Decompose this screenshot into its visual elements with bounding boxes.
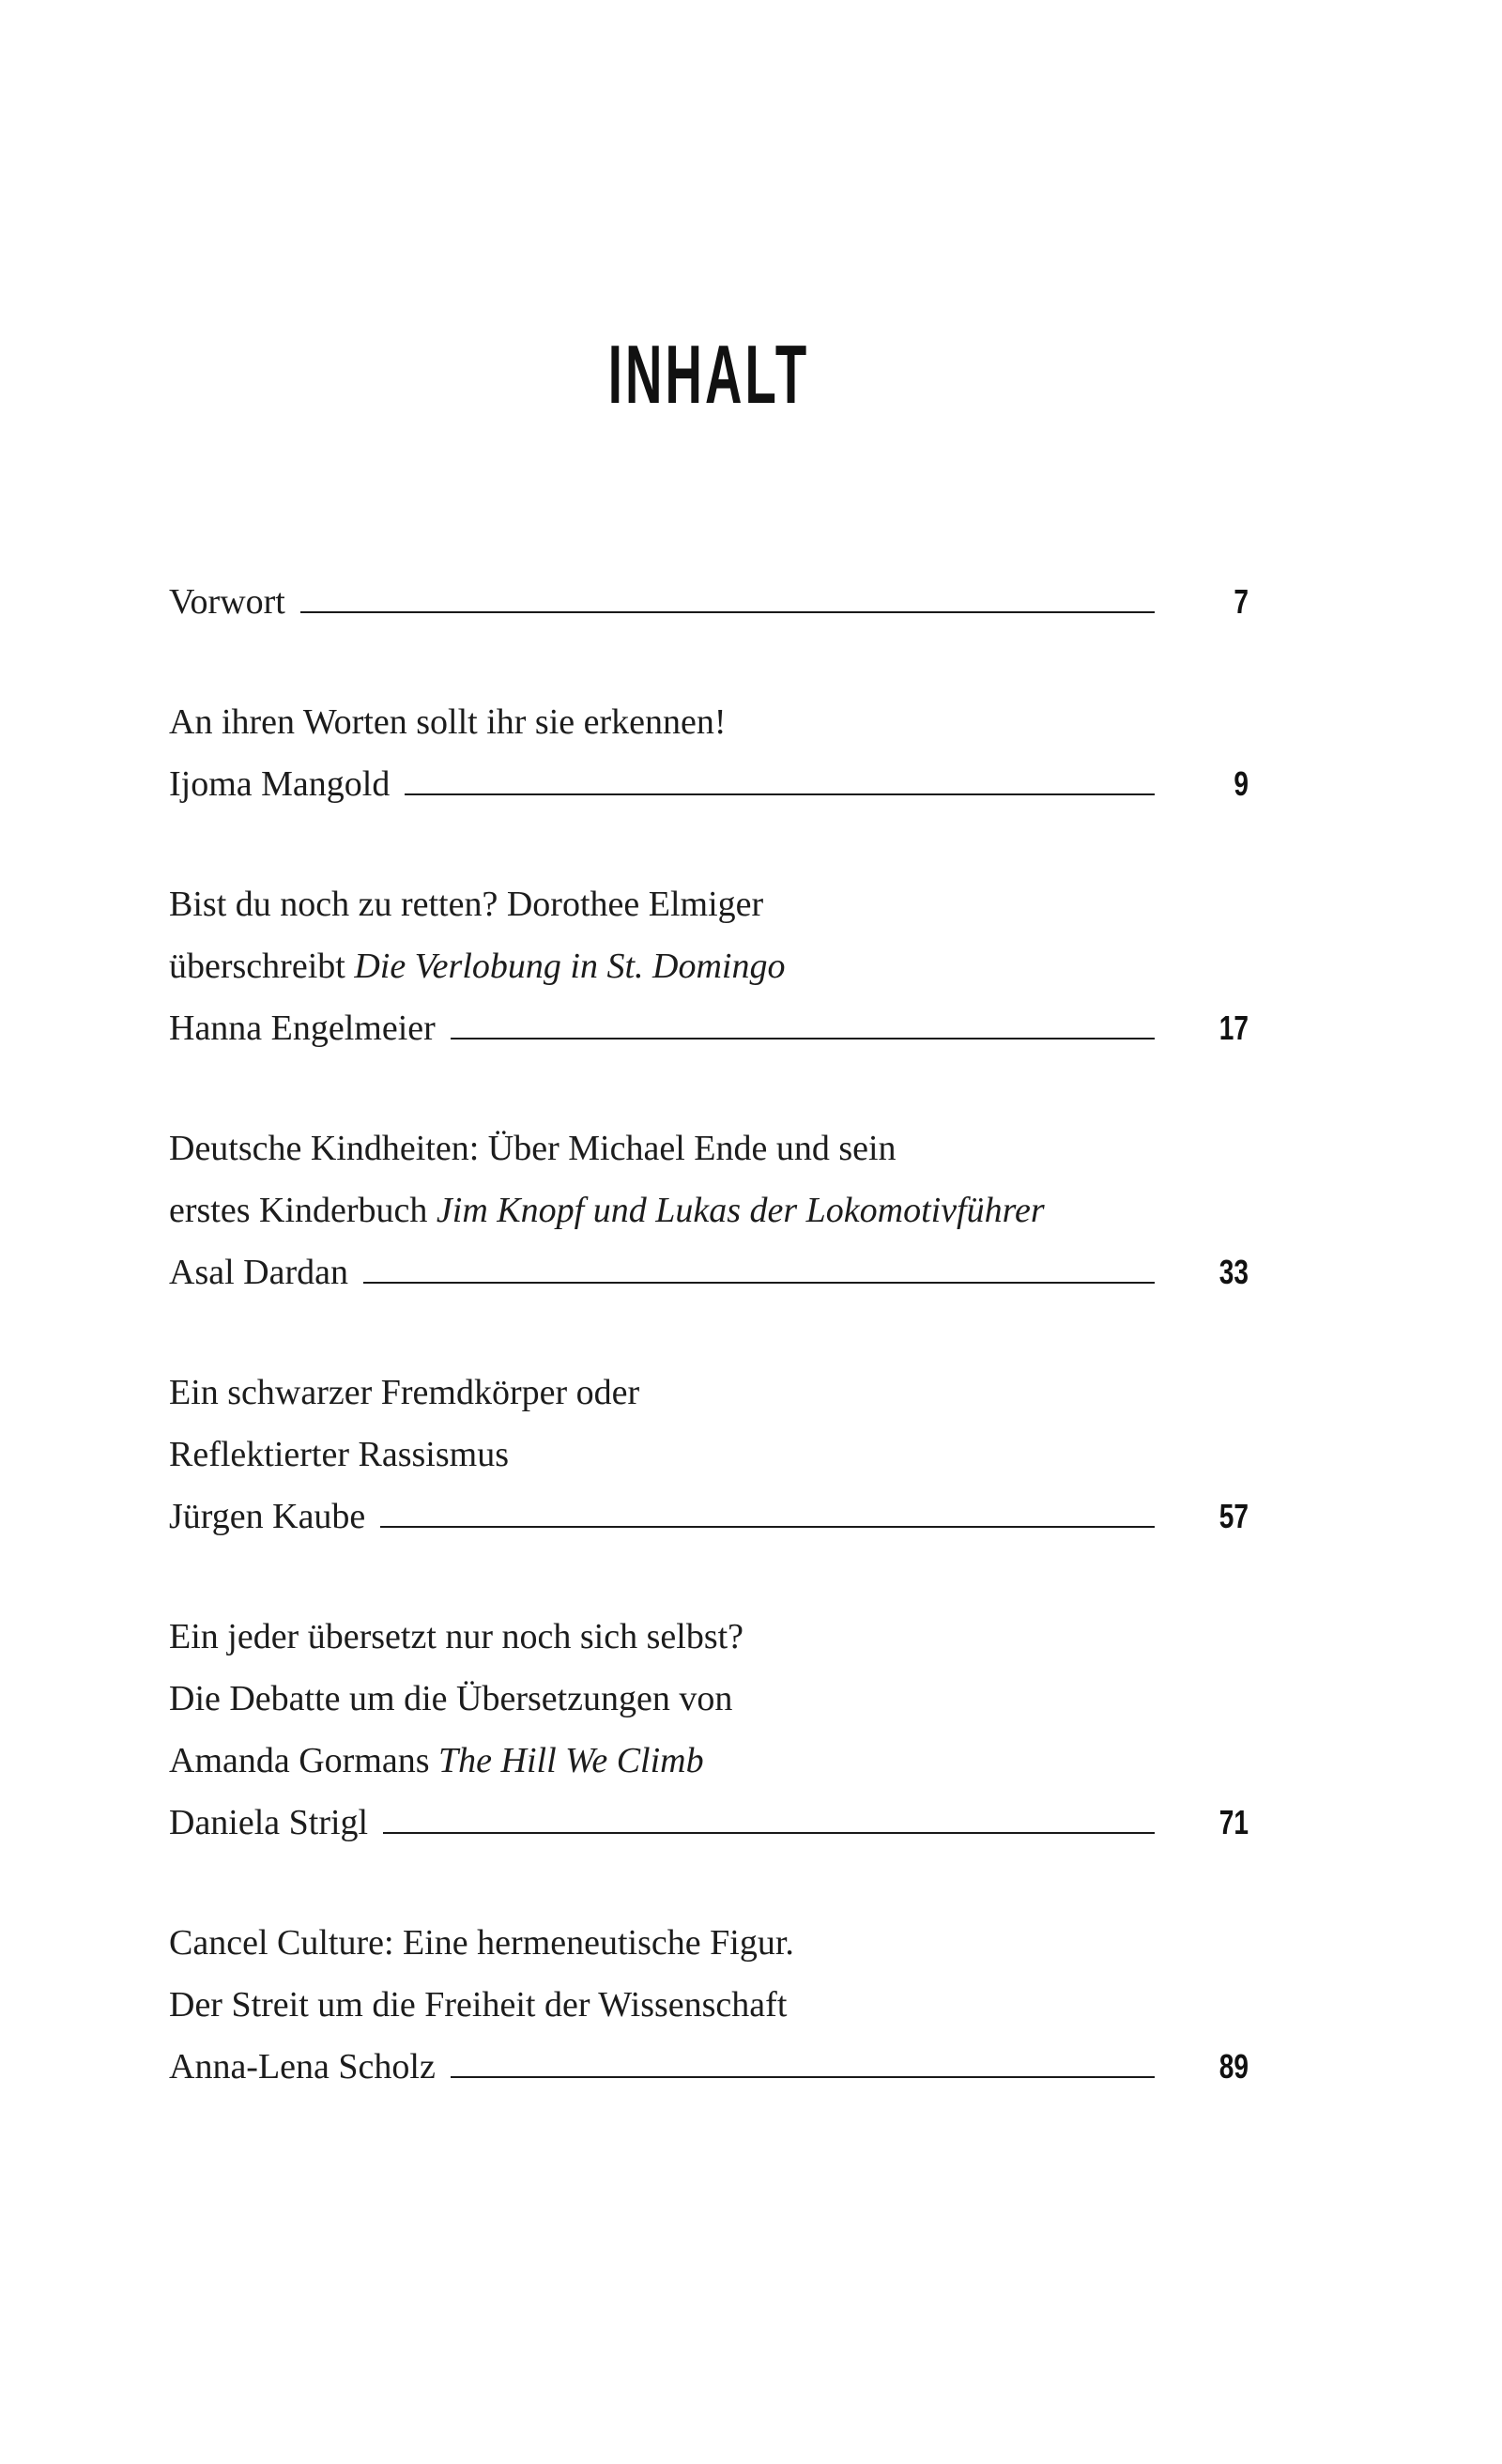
page-title: INHALT <box>607 328 810 421</box>
toc-entry-last-line <box>169 1486 1249 1548</box>
toc-line-text <box>169 2036 436 2098</box>
toc-text: Deutsche Kindheiten: Über Michael Ende und sein <box>169 1129 897 1168</box>
toc-line-text <box>169 1617 743 1656</box>
toc-line-text <box>169 885 763 924</box>
leader-line <box>300 611 1155 613</box>
toc-line-text <box>169 1129 897 1168</box>
leader-line <box>380 1526 1155 1528</box>
toc-text: erstes Kinderbuch <box>169 1191 437 1230</box>
leader-line <box>451 2076 1155 2078</box>
toc-entry-line <box>169 1912 1249 1974</box>
leader-line <box>363 1282 1155 1284</box>
toc-line-text <box>169 1191 1045 1230</box>
toc-entry <box>169 571 1249 633</box>
toc-entry-last-line <box>169 1241 1249 1303</box>
toc-entry <box>169 873 1249 1059</box>
toc-line-text <box>169 1923 794 1963</box>
toc-text-italic: Die Verlobung in St. Domingo <box>354 947 786 986</box>
toc-text: überschreibt <box>169 947 355 986</box>
toc-line-text <box>169 1435 509 1474</box>
page-number: 89 <box>1218 2047 1249 2086</box>
toc-entry-list <box>169 571 1249 2098</box>
toc-line-text <box>169 1985 787 2025</box>
toc-entry <box>169 1362 1249 1548</box>
toc-text: Vorwort <box>169 582 285 622</box>
toc-line-text <box>169 1792 368 1854</box>
toc-entry-line <box>169 1606 1249 1668</box>
toc-entry <box>169 691 1249 815</box>
toc-text: Ein schwarzer Fremdkörper oder <box>169 1373 640 1412</box>
toc-text: Cancel Culture: Eine hermeneutische Figur. <box>169 1923 794 1963</box>
toc-text: Amanda Gormans <box>169 1741 439 1780</box>
toc-text: Hanna Engelmeier <box>169 1009 436 1048</box>
page-number: 57 <box>1218 1497 1249 1535</box>
toc-text: Jürgen Kaube <box>169 1497 366 1536</box>
toc-text: Ein jeder übersetzt nur noch sich selbst? <box>169 1617 744 1656</box>
toc-text-italic: Jim Knopf und Lukas der Lokomotivführer <box>436 1191 1045 1230</box>
page-number: 9 <box>1234 764 1249 803</box>
toc-text: Reflektierter Rassismus <box>169 1435 509 1474</box>
leader-line <box>383 1832 1155 1834</box>
toc-entry <box>169 1912 1249 2098</box>
toc-text: Die Debatte um die Übersetzungen von <box>169 1679 733 1718</box>
toc-entry-last-line <box>169 753 1249 815</box>
toc-text: Daniela Strigl <box>169 1803 369 1842</box>
toc-line-text <box>169 702 727 742</box>
toc-entry <box>169 1606 1249 1854</box>
toc-line-text <box>169 1373 639 1412</box>
toc-line-text <box>169 1741 704 1780</box>
toc-entry-last-line <box>169 571 1249 633</box>
toc-entry-line <box>169 1424 1249 1486</box>
toc-entry-line <box>169 935 1249 997</box>
toc-content <box>169 0 1249 2098</box>
toc-text-italic: The Hill We Climb <box>438 1741 704 1780</box>
toc-text: Asal Dardan <box>169 1253 348 1292</box>
toc-line-text <box>169 1241 348 1303</box>
toc-line-text <box>169 947 785 986</box>
page-number: 71 <box>1218 1803 1249 1841</box>
page-number: 33 <box>1218 1253 1249 1291</box>
toc-entry-line <box>169 1362 1249 1424</box>
toc-line-text <box>169 1679 732 1718</box>
toc-line-text <box>169 571 285 633</box>
toc-text: Anna-Lena Scholz <box>169 2047 436 2087</box>
toc-entry-line <box>169 1179 1249 1241</box>
toc-entry-line <box>169 1117 1249 1179</box>
toc-line-text <box>169 997 436 1059</box>
toc-text: Der Streit um die Freiheit der Wissenschaft <box>169 1985 788 2025</box>
toc-entry-line <box>169 1668 1249 1730</box>
page-number: 17 <box>1218 1009 1249 1047</box>
toc-entry <box>169 1117 1249 1303</box>
toc-line-text <box>169 1486 365 1548</box>
toc-entry-line <box>169 1974 1249 2036</box>
toc-entry-last-line <box>169 1792 1249 1854</box>
toc-entry-last-line <box>169 997 1249 1059</box>
leader-line <box>405 793 1155 795</box>
toc-entry-line <box>169 873 1249 935</box>
toc-entry-line <box>169 691 1249 753</box>
leader-line <box>451 1038 1155 1040</box>
page-number: 7 <box>1234 582 1249 621</box>
toc-text: An ihren Worten sollt ihr sie erkennen! <box>169 702 727 742</box>
toc-text: Ijoma Mangold <box>169 764 391 804</box>
page-title-wrap <box>169 327 1249 423</box>
toc-line-text <box>169 753 390 815</box>
toc-entry-line <box>169 1730 1249 1792</box>
toc-entry-last-line <box>169 2036 1249 2098</box>
toc-text: Bist du noch zu retten? Dorothee Elmiger <box>169 885 764 924</box>
